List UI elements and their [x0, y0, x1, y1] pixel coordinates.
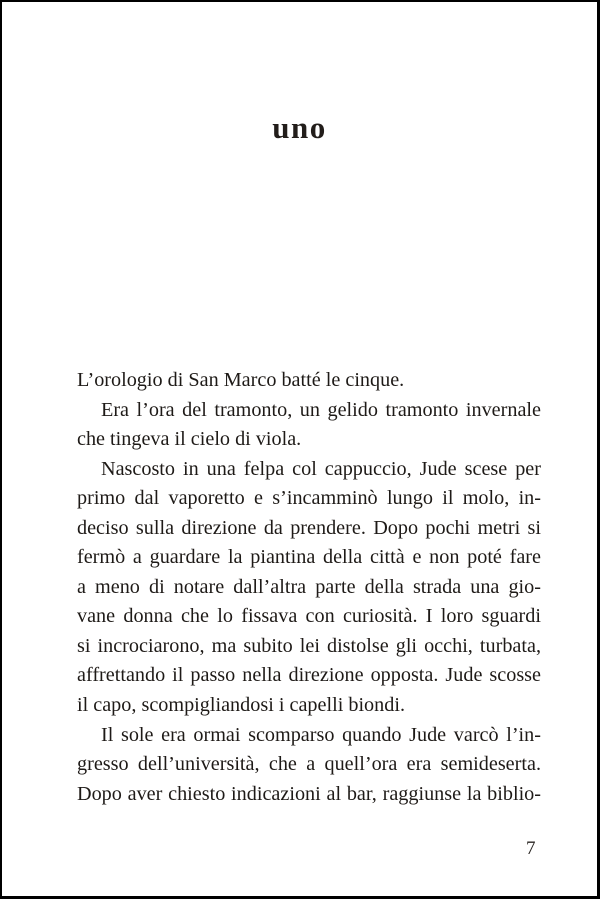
text-line: Il sole era ormai scomparso quando Jude varcò l’in- — [101, 723, 541, 746]
text-line: Era l’ora del tramonto, un gelido tramonto invernale — [101, 398, 541, 421]
text-line: a meno di notare dall’altra parte della strada una gio- — [77, 575, 541, 598]
text-line: primo dal vaporetto e s’incamminò lungo il molo, in- — [77, 487, 541, 510]
text-line: il capo, scompigliandosi i capelli biondi. — [77, 694, 405, 717]
text-line: deciso sulla direzione da prendere. Dopo pochi metri si — [77, 516, 541, 539]
text-line: si incrociarono, ma subito lei distolse gli occhi, turbata, — [77, 634, 541, 657]
text-line: L’orologio di San Marco batté le cinque. — [77, 369, 405, 391]
chapter-body — [77, 366, 541, 809]
text-line: Nascosto in una felpa col cappuccio, Jude scese per — [101, 457, 541, 480]
text-line: gresso dell’università, che a quell’ora era semideserta. — [77, 753, 541, 776]
page-number: 7 — [526, 838, 536, 859]
text-line: che tingeva il cielo di viola. — [77, 428, 302, 451]
text-line: vane donna che lo fissava con curiosità. I loro sguardi — [77, 605, 541, 628]
chapter-title: uno — [272, 110, 327, 145]
text-line: Dopo aver chiesto indicazioni al bar, raggiunse la biblio- — [77, 782, 541, 805]
text-line: affrettando il passo nella direzione opposta. Jude scosse — [77, 664, 541, 687]
text-line: fermò a guardare la piantina della città e non poté fare — [77, 546, 541, 569]
